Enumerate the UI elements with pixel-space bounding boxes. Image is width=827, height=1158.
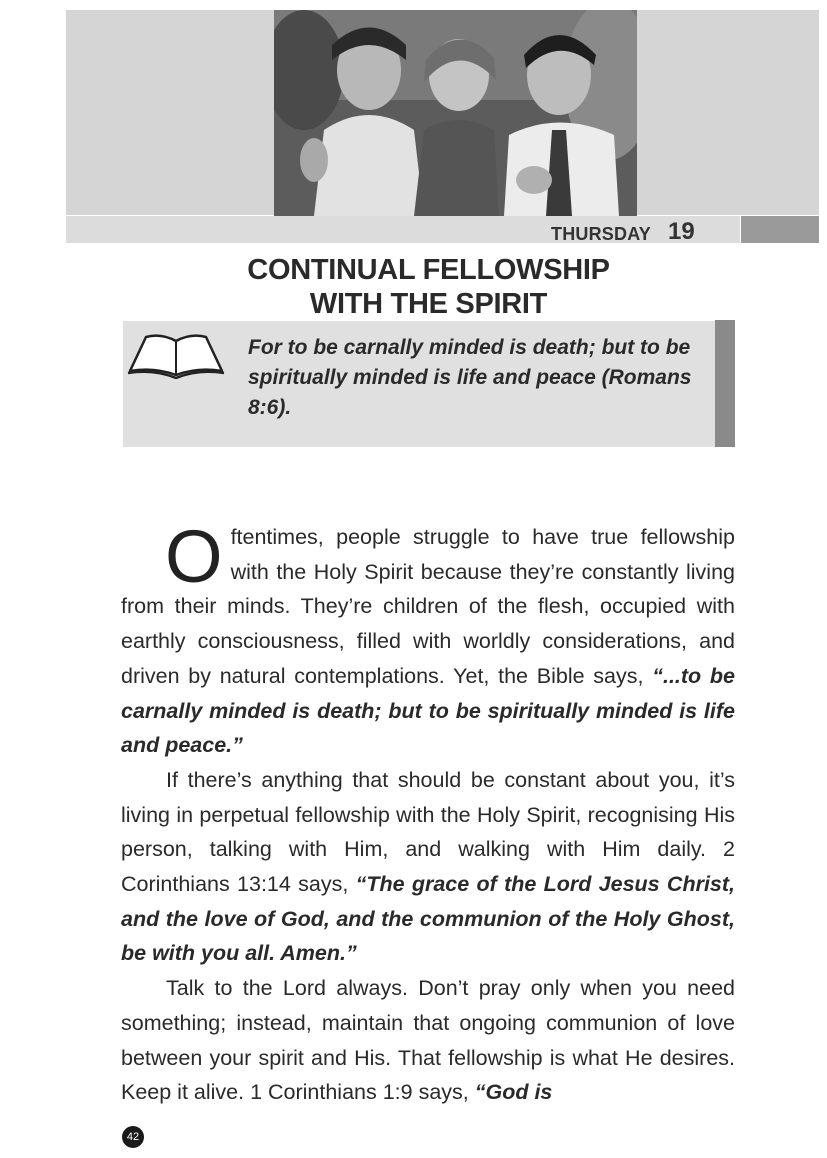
devotional-body <box>121 515 736 1110</box>
date-strip-accent <box>741 216 819 243</box>
title-line-1: CONTINUAL FELLOWSHIP <box>247 254 610 286</box>
paragraph-2-text: If there’s anything that should be constant about you, it’s living in perpetual fellowship with the Holy Spirit, recognising His person, talking with Him, and walking with Him daily. 2 Corinthians 13:14 says, <box>121 767 735 897</box>
day-number: 19 <box>668 218 695 245</box>
paragraph-1 <box>121 515 736 763</box>
worship-photo <box>274 10 637 216</box>
verse-box-bar <box>715 320 735 447</box>
paragraph-2-quote: “The grace of the Lord Jesus Christ, and the love of God, and the communion of the Holy Ghost, be with you all. Amen.” <box>121 872 736 966</box>
day-name: THURSDAY <box>551 224 651 244</box>
paragraph-1-text: ftentimes, people struggle to have true fellowship with the Holy Spirit because they’re constantly living from their minds. They’re children of the flesh, occupied with earthly consciousness, filled with worldly considerations, and driven by natural contemplations. Yet, the Bible says, <box>121 525 735 688</box>
paragraph-2 <box>121 763 735 971</box>
page-title <box>180 253 677 321</box>
verse-text: For to be carnally minded is death; but to be spiritually minded is life and peace (Romans 8:6). <box>248 336 692 419</box>
paragraph-3-quote: “God is <box>474 1080 553 1105</box>
drop-cap: O <box>165 515 223 598</box>
paragraph-1-quote: “...to be carnally minded is death; but to be spiritually minded is life and peace.” <box>121 663 736 758</box>
title-line-2: WITH THE SPIRIT <box>309 288 548 320</box>
paragraph-3-text: Talk to the Lord always. Don’t pray only when you need something; instead, maintain that ongoing communion of love between your spirit and His. That fellowship is what He desires. Keep it alive. 1 Corinthians 1:9 says, <box>121 976 735 1105</box>
page-number: 42 <box>122 1126 144 1148</box>
open-book-icon <box>126 331 226 384</box>
paragraph-3 <box>121 971 735 1110</box>
